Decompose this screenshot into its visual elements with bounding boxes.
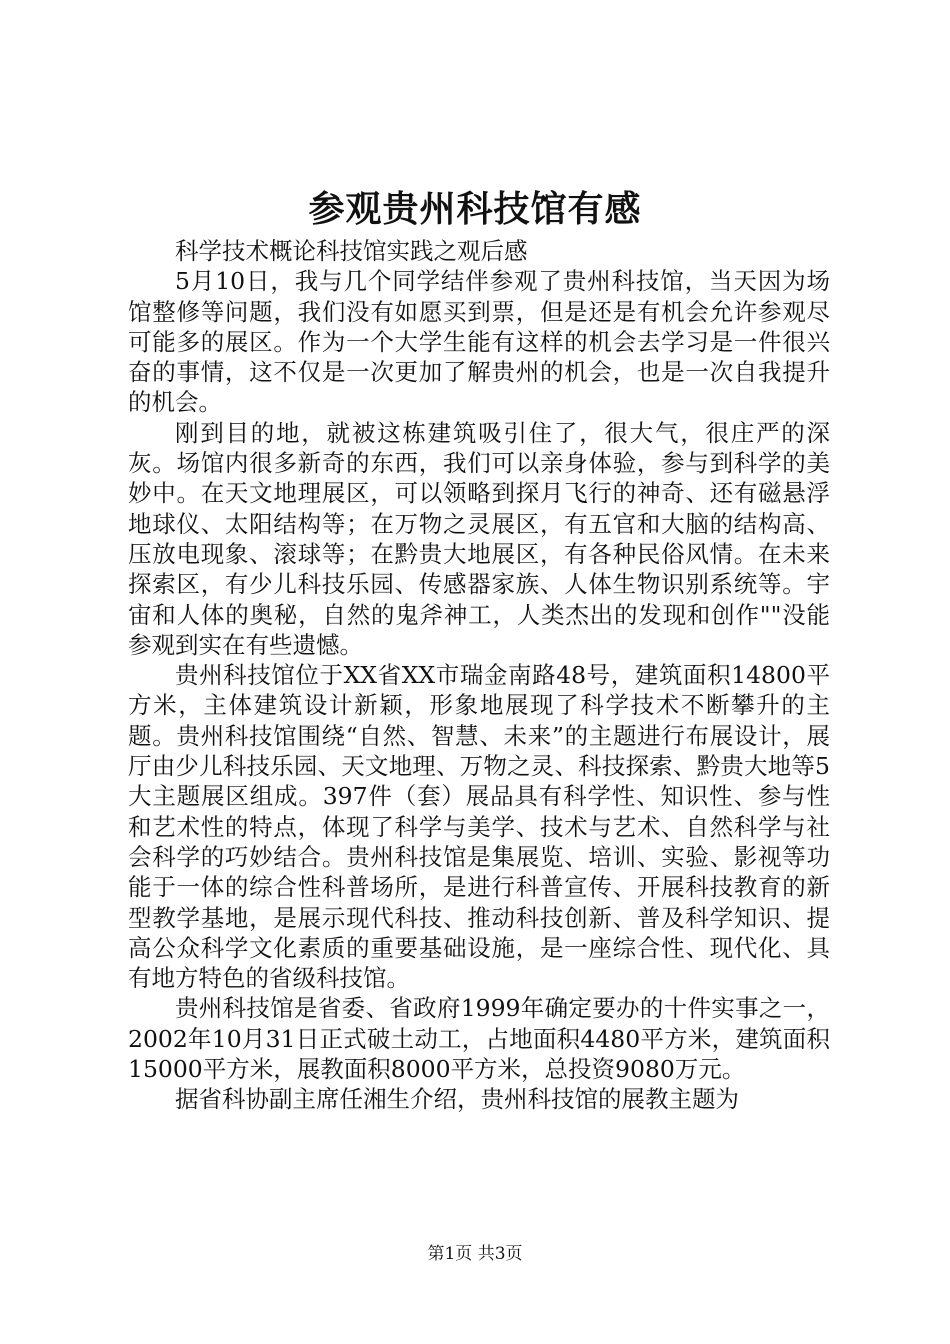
paragraph-1: 5月10日，我与几个同学结伴参观了贵州科技馆，当天因为场馆整修等问题，我们没有如愿买到票，但是还是有机会允许参观尽可能多的展区。作为一个大学生能有这样的机会去学习是一件很兴奋的事情，这不仅是一次更加了解贵州的机会，也是一次自我提升的机会。 (128, 267, 830, 417)
document-subtitle: 科学技术概论科技馆实践之观后感 (175, 237, 528, 265)
paragraph-2: 刚到目的地，就被这栋建筑吸引住了，很大气，很庄严的深灰。场馆内很多新奇的东西，我们可以亲身体验，参与到科学的美妙中。在天文地理展区，可以领略到探月飞行的神奇、还有磁悬浮地球仪、太阳结构等；在万物之灵展区，有五官和大脑的结构高、压放电现象、滚球等；在黔贵大地展区，有各种民俗风情。在未来探索区，有少儿科技乐园、传感器家族、人体生物识别系统等。宇宙和人体的奥秘，自然的鬼斧神工，人类杰出的发现和创作""没能参观到实在有些遗憾。 (128, 418, 830, 659)
document-title: 参观贵州科技馆有感 (308, 188, 642, 230)
paragraph-4: 贵州科技馆是省委、省政府1999年确定要办的十件实事之一，2002年10月31日正式破土动工，占地面积4480平方米，建筑面积15000平方米，展教面积8000平方米，总投资9080万元。 (128, 994, 830, 1084)
document-body (128, 236, 830, 1115)
page-number-footer: 第1页 共3页 (427, 1244, 523, 1264)
paragraph-3: 贵州科技馆位于XX省XX市瑞金南路48号，建筑面积14800平方米，主体建筑设计新颖，形象地展现了科学技术不断攀升的主题。贵州科技馆围绕“自然、智慧、未来”的主题进行布展设计，展厅由少儿科技乐园、天文地理、万物之灵、科技探索、黔贵大地等5大主题展区组成。397件（套）展品具有科学性、知识性、参与性和艺术性的特点，体现了科学与美学、技术与艺术、自然科学与社会科学的巧妙结合。贵州科技馆是集展览、培训、实验、影视等功能于一体的综合性科普场所，是进行科普宣传、开展科技教育的新型教学基地，是展示现代科技、推动科技创新、普及科学知识、提高公众科学文化素质的重要基础设施，是一座综合性、现代化、具有地方特色的省级科技馆。 (128, 661, 830, 993)
paragraph-5: 据省科协副主席任湘生介绍，贵州科技馆的展教主题为 (175, 1085, 739, 1114)
